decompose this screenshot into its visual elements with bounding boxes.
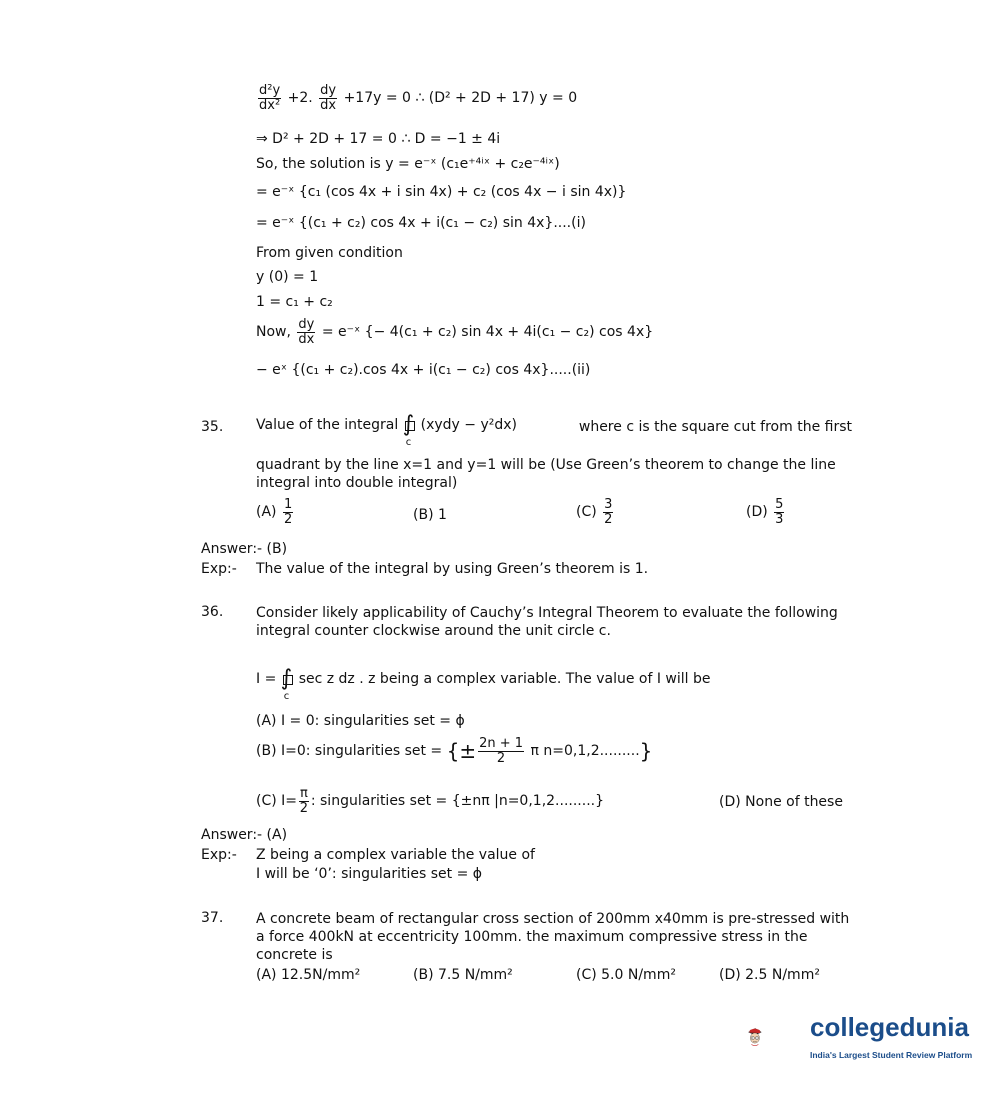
equation-line-9 xyxy=(256,318,653,346)
brand-logo-text: collegedunia xyxy=(810,1012,969,1042)
explanation-label: Exp:- xyxy=(201,561,237,577)
question-number: 37. xyxy=(201,910,224,926)
collegedunia-mascot-icon xyxy=(746,1002,808,1074)
question-35-text-b: where c is the square cut from the first xyxy=(578,419,852,435)
equation-line-3: So, the solution is y = e⁻ˣ (c₁e⁺⁴ⁱˣ + c₂e⁻⁴ⁱˣ) xyxy=(256,156,560,172)
explanation-text-line-1: Z being a complex variable the value of xyxy=(256,847,535,863)
answer-line: Answer:- (B) xyxy=(201,541,288,557)
equation-line-7: y (0) = 1 xyxy=(256,269,319,285)
equation-line-5: = e⁻ˣ {(c₁ + c₂) cos 4x + i(c₁ − c₂) sin 4x}....(i) xyxy=(256,215,586,231)
option-b: (B) 1 xyxy=(413,507,447,523)
dy-dx-fraction: $\frac{dy}{dx}$ xyxy=(298,317,315,347)
five-thirds-fraction: $\frac{5}{3}$ xyxy=(775,497,784,527)
equation-line-9-prefix: Now, xyxy=(256,324,291,341)
option-d: (D) 2.5 N/mm² xyxy=(719,967,820,983)
2n-plus-1-over-2-fraction: $\frac{2n + 1}{2}$ xyxy=(479,736,524,766)
equation-line-2: ⇒ D² + 2D + 17 = 0 ∴ D = −1 ± 4i xyxy=(256,131,501,147)
question-35-integrand: (xydy − y²dx) xyxy=(420,417,517,433)
equation-line-4: = e⁻ˣ {c₁ (cos 4x + i sin 4x) + c₂ (cos 4x − i sin 4x)} xyxy=(256,184,627,200)
question-35-text-a: Value of the integral xyxy=(256,417,399,433)
option-c: (C) I= $\frac{\pi}{2}$ : singularities set = {±nπ |n=0,1,2.........} xyxy=(256,786,605,816)
closed-contour-integral-icon: ∫ c xyxy=(280,666,293,702)
equation-line-6: From given condition xyxy=(256,245,403,261)
option-c: (C) 5.0 N/mm² xyxy=(576,967,676,983)
option-a: (A) 12.5N/mm² xyxy=(256,967,361,983)
option-b: (B) I=0: singularities set = {± $\frac{2n + 1}{2}$ π n=0,1,2.........} xyxy=(256,736,653,766)
option-a: (A) $\frac{1}{2}$ xyxy=(256,497,293,527)
option-d: (D) None of these xyxy=(719,794,843,810)
equation-line-1 xyxy=(256,84,577,112)
equation-line-1-part-b: +17y = 0 ∴ (D² + 2D + 17) y = 0 xyxy=(343,90,578,107)
option-a: (A) I = 0: singularities set = ϕ xyxy=(256,713,465,729)
dy-dx-fraction: $\frac{dy}{dx}$ xyxy=(320,83,337,113)
option-d: (D) $\frac{5}{3}$ xyxy=(746,497,784,527)
question-36-text: Consider likely applicability of Cauchy’s Integral Theorem to evaluate the following integral counter clockwise around the unit circle c. xyxy=(256,605,838,639)
option-c: (C) $\frac{3}{2}$ xyxy=(576,497,613,527)
question-35-text-c: quadrant by the line x=1 and y=1 will be (Use Green’s theorem to change the line integral into double integral) xyxy=(256,457,836,491)
question-number: 36. xyxy=(201,604,224,620)
question-36-integral: I = ∫ c sec z dz . z being a complex variable. The value of I will be xyxy=(256,666,711,702)
brand-tagline: India's Largest Student Review Platform xyxy=(810,1050,973,1060)
equation-line-10: − eˣ {(c₁ + c₂).cos 4x + i(c₁ − c₂) cos 4x}.....(ii) xyxy=(256,362,591,378)
question-35-line-1 xyxy=(256,412,852,448)
three-halves-fraction: $\frac{3}{2}$ xyxy=(604,497,613,527)
closed-contour-integral-icon: ∫ c xyxy=(402,412,415,448)
equation-line-9-body: = e⁻ˣ {− 4(c₁ + c₂) sin 4x + 4i(c₁ − c₂) cos 4x} xyxy=(321,324,654,341)
equation-line-1-part-a: +2. xyxy=(287,90,313,107)
explanation-label: Exp:- xyxy=(201,847,237,863)
question-number: 35. xyxy=(201,419,224,435)
one-half-fraction: $\frac{1}{2}$ xyxy=(283,497,293,527)
d2y-dx2-fraction: $\frac{\text{d²y}}{\text{dx²}}$ xyxy=(259,83,281,113)
question-37-text: A concrete beam of rectangular cross section of 200mm x40mm is pre-stressed with a force 400kN at eccentricity 100mm. the maximum compressive stress in the concrete is xyxy=(256,911,850,963)
answer-line: Answer:- (A) xyxy=(201,827,288,843)
option-b: (B) 7.5 N/mm² xyxy=(413,967,513,983)
pi-over-2-fraction: $\frac{\pi}{2}$ xyxy=(299,786,309,816)
explanation-text: The value of the integral by using Green’s theorem is 1. xyxy=(256,561,649,577)
equation-line-8: 1 = c₁ + c₂ xyxy=(256,294,333,310)
explanation-text-line-2: I will be ‘0’: singularities set = ϕ xyxy=(256,866,483,882)
